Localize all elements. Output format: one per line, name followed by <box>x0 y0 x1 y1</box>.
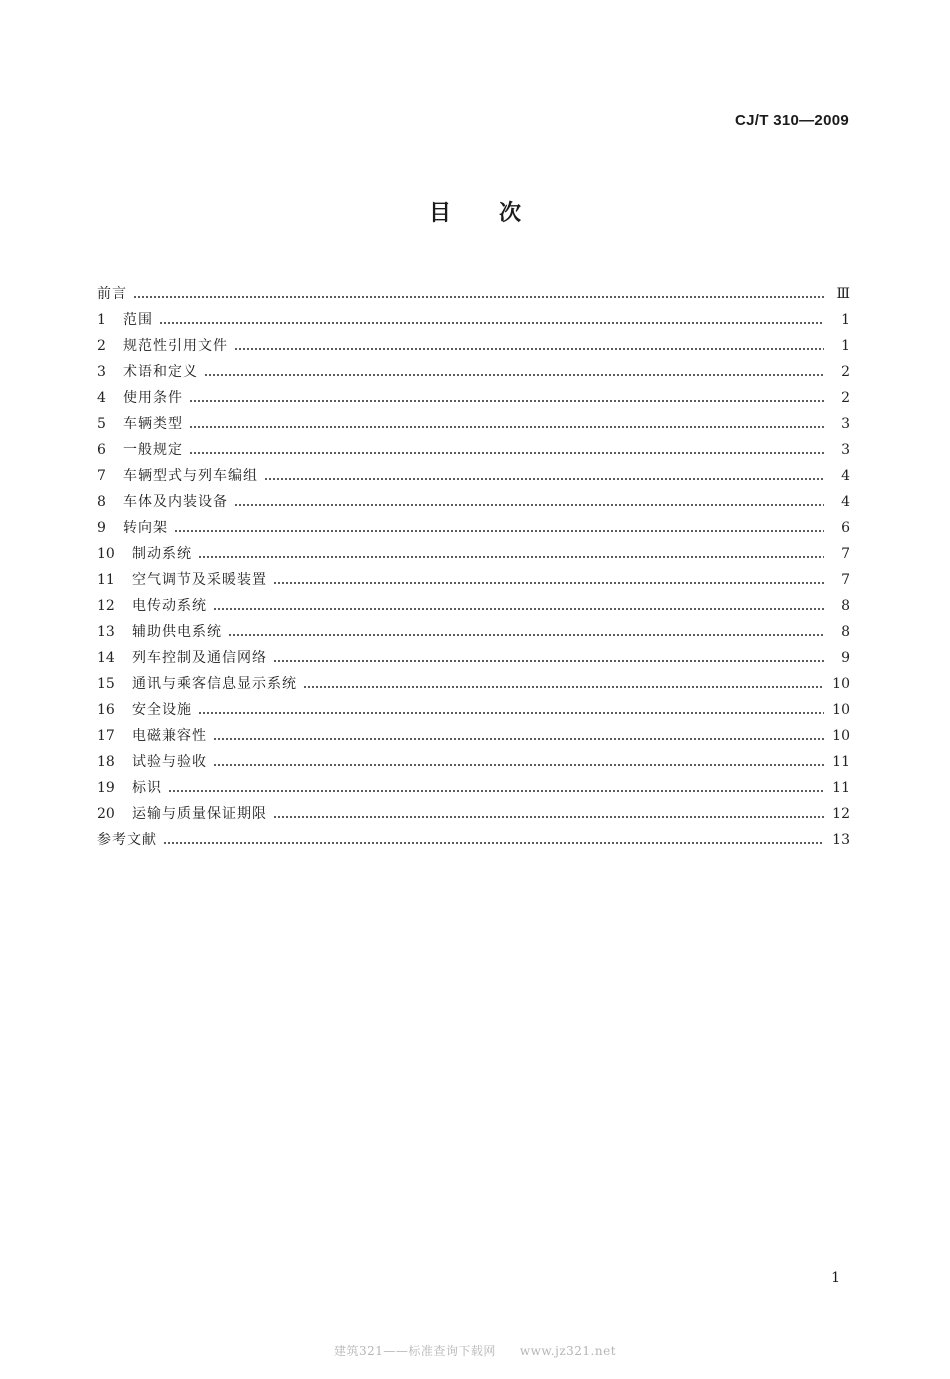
toc-entry[interactable] <box>97 303 850 329</box>
toc-entry[interactable] <box>97 771 850 797</box>
toc-dot-leader <box>174 521 824 533</box>
toc-entry-label: 一般规定 <box>123 442 183 458</box>
toc-entry[interactable] <box>97 433 850 459</box>
toc-entry[interactable] <box>97 693 850 719</box>
toc-entry-label: 前言 <box>97 286 127 302</box>
toc-dot-leader <box>273 807 824 819</box>
toc-entry-page: 3 <box>841 416 850 432</box>
toc-entry[interactable] <box>97 641 850 667</box>
toc-dot-leader <box>198 703 824 715</box>
toc-entry-page: 1 <box>841 312 850 328</box>
toc-dot-leader <box>163 833 824 845</box>
footer-watermark <box>0 1342 950 1359</box>
toc-entry-number: 2 <box>97 338 106 354</box>
toc-dot-leader <box>303 677 824 689</box>
toc-entry-label: 规范性引用文件 <box>123 338 228 354</box>
toc-entry-page: 3 <box>841 442 850 458</box>
toc-entry-number: 17 <box>97 728 115 744</box>
toc-dot-leader <box>213 729 824 741</box>
toc-entry-number: 3 <box>97 364 106 380</box>
toc-entry-number: 10 <box>97 546 115 562</box>
toc-entry[interactable] <box>97 277 850 303</box>
toc-entry-label: 电传动系统 <box>132 598 207 614</box>
toc-entry-label: 范围 <box>123 312 153 328</box>
toc-entry-page: 7 <box>841 572 850 588</box>
toc-entry-page: 2 <box>841 364 850 380</box>
toc-dot-leader <box>234 339 824 351</box>
toc-entry[interactable] <box>97 511 850 537</box>
toc-entry-label: 车辆类型 <box>123 416 183 432</box>
toc-entry-number: 8 <box>97 494 106 510</box>
toc-entry-number: 14 <box>97 650 115 666</box>
toc-entry-number: 13 <box>97 624 115 640</box>
toc-entry-page: Ⅲ <box>836 286 850 302</box>
toc-dot-leader <box>204 365 824 377</box>
toc-entry[interactable] <box>97 537 850 563</box>
toc-entry-label: 术语和定义 <box>123 364 198 380</box>
toc-entry-page: 10 <box>832 676 850 692</box>
toc-entry-label: 转向架 <box>123 520 168 536</box>
standard-code: CJ/T 310—2009 <box>735 112 849 129</box>
toc-entry[interactable] <box>97 797 850 823</box>
toc-entry-label: 参考文献 <box>97 832 157 848</box>
toc-entry-number: 1 <box>97 312 106 328</box>
toc-entry-number: 7 <box>97 468 106 484</box>
toc-entry-number: 15 <box>97 676 115 692</box>
toc-dot-leader <box>234 495 824 507</box>
toc-dot-leader <box>213 599 824 611</box>
toc-dot-leader <box>228 625 824 637</box>
toc-dot-leader <box>264 469 824 481</box>
toc-entry-page: 1 <box>841 338 850 354</box>
toc-entry-number: 9 <box>97 520 106 536</box>
toc-dot-leader <box>159 313 824 325</box>
toc-entry-number: 16 <box>97 702 115 718</box>
toc-entry-label: 标识 <box>132 780 162 796</box>
page-title <box>0 196 950 227</box>
toc-entry-number: 4 <box>97 390 106 406</box>
footer-site-url: www.jz321.net <box>519 1344 617 1358</box>
toc-entry-label: 制动系统 <box>132 546 192 562</box>
toc-entry-label: 安全设施 <box>132 702 192 718</box>
toc-entry[interactable] <box>97 407 850 433</box>
toc-entry[interactable] <box>97 355 850 381</box>
toc-entry-page: 11 <box>832 780 850 796</box>
toc-entry-page: 10 <box>832 702 850 718</box>
toc-entry-page: 12 <box>832 806 850 822</box>
toc-entry-label: 电磁兼容性 <box>132 728 207 744</box>
toc-entry-page: 4 <box>841 494 850 510</box>
toc-entry-page: 10 <box>832 728 850 744</box>
toc-entry-page: 9 <box>841 650 850 666</box>
toc-dot-leader <box>189 391 824 403</box>
toc-entry-label: 试验与验收 <box>132 754 207 770</box>
toc-entry[interactable] <box>97 485 850 511</box>
toc-entry-page: 8 <box>841 624 850 640</box>
title-char-2: 次 <box>499 201 522 226</box>
toc-entry[interactable] <box>97 329 850 355</box>
toc-dot-leader <box>133 287 824 299</box>
toc-entry-number: 19 <box>97 780 115 796</box>
toc-dot-leader <box>198 547 824 559</box>
footer-site-name: 建筑321——标准查询下载网 <box>333 1344 496 1358</box>
toc-entry-label: 车体及内装设备 <box>123 494 228 510</box>
toc-entry-label: 通讯与乘客信息显示系统 <box>132 676 297 692</box>
toc-dot-leader <box>189 443 824 455</box>
toc-entry-number: 11 <box>97 572 115 588</box>
page-number: 1 <box>831 1270 840 1286</box>
toc-entry-label: 运输与质量保证期限 <box>132 806 267 822</box>
toc-entry[interactable] <box>97 823 850 849</box>
toc-entry[interactable] <box>97 719 850 745</box>
toc-entry-label: 使用条件 <box>123 390 183 406</box>
toc-entry-label: 车辆型式与列车编组 <box>123 468 258 484</box>
toc-entry-number: 5 <box>97 416 106 432</box>
toc-entry-number: 18 <box>97 754 115 770</box>
toc-dot-leader <box>189 417 824 429</box>
table-of-contents <box>97 277 850 849</box>
toc-entry[interactable] <box>97 563 850 589</box>
toc-entry[interactable] <box>97 381 850 407</box>
toc-entry-number: 6 <box>97 442 106 458</box>
toc-entry[interactable] <box>97 459 850 485</box>
toc-entry[interactable] <box>97 589 850 615</box>
title-char-1: 目 <box>428 201 451 226</box>
toc-entry-page: 7 <box>841 546 850 562</box>
toc-entry-page: 11 <box>832 754 850 770</box>
toc-entry-page: 8 <box>841 598 850 614</box>
toc-dot-leader <box>168 781 824 793</box>
toc-entry-page: 4 <box>841 468 850 484</box>
toc-dot-leader <box>273 573 824 585</box>
toc-entry[interactable] <box>97 667 850 693</box>
toc-entry-page: 6 <box>841 520 850 536</box>
toc-entry-label: 列车控制及通信网络 <box>132 650 267 666</box>
toc-entry-page: 13 <box>832 832 850 848</box>
toc-dot-leader <box>273 651 824 663</box>
toc-entry-number: 20 <box>97 806 115 822</box>
toc-entry[interactable] <box>97 615 850 641</box>
toc-entry-page: 2 <box>841 390 850 406</box>
toc-dot-leader <box>213 755 824 767</box>
toc-entry[interactable] <box>97 745 850 771</box>
toc-entry-number: 12 <box>97 598 115 614</box>
toc-entry-label: 空气调节及采暖装置 <box>132 572 267 588</box>
toc-entry-label: 辅助供电系统 <box>132 624 222 640</box>
